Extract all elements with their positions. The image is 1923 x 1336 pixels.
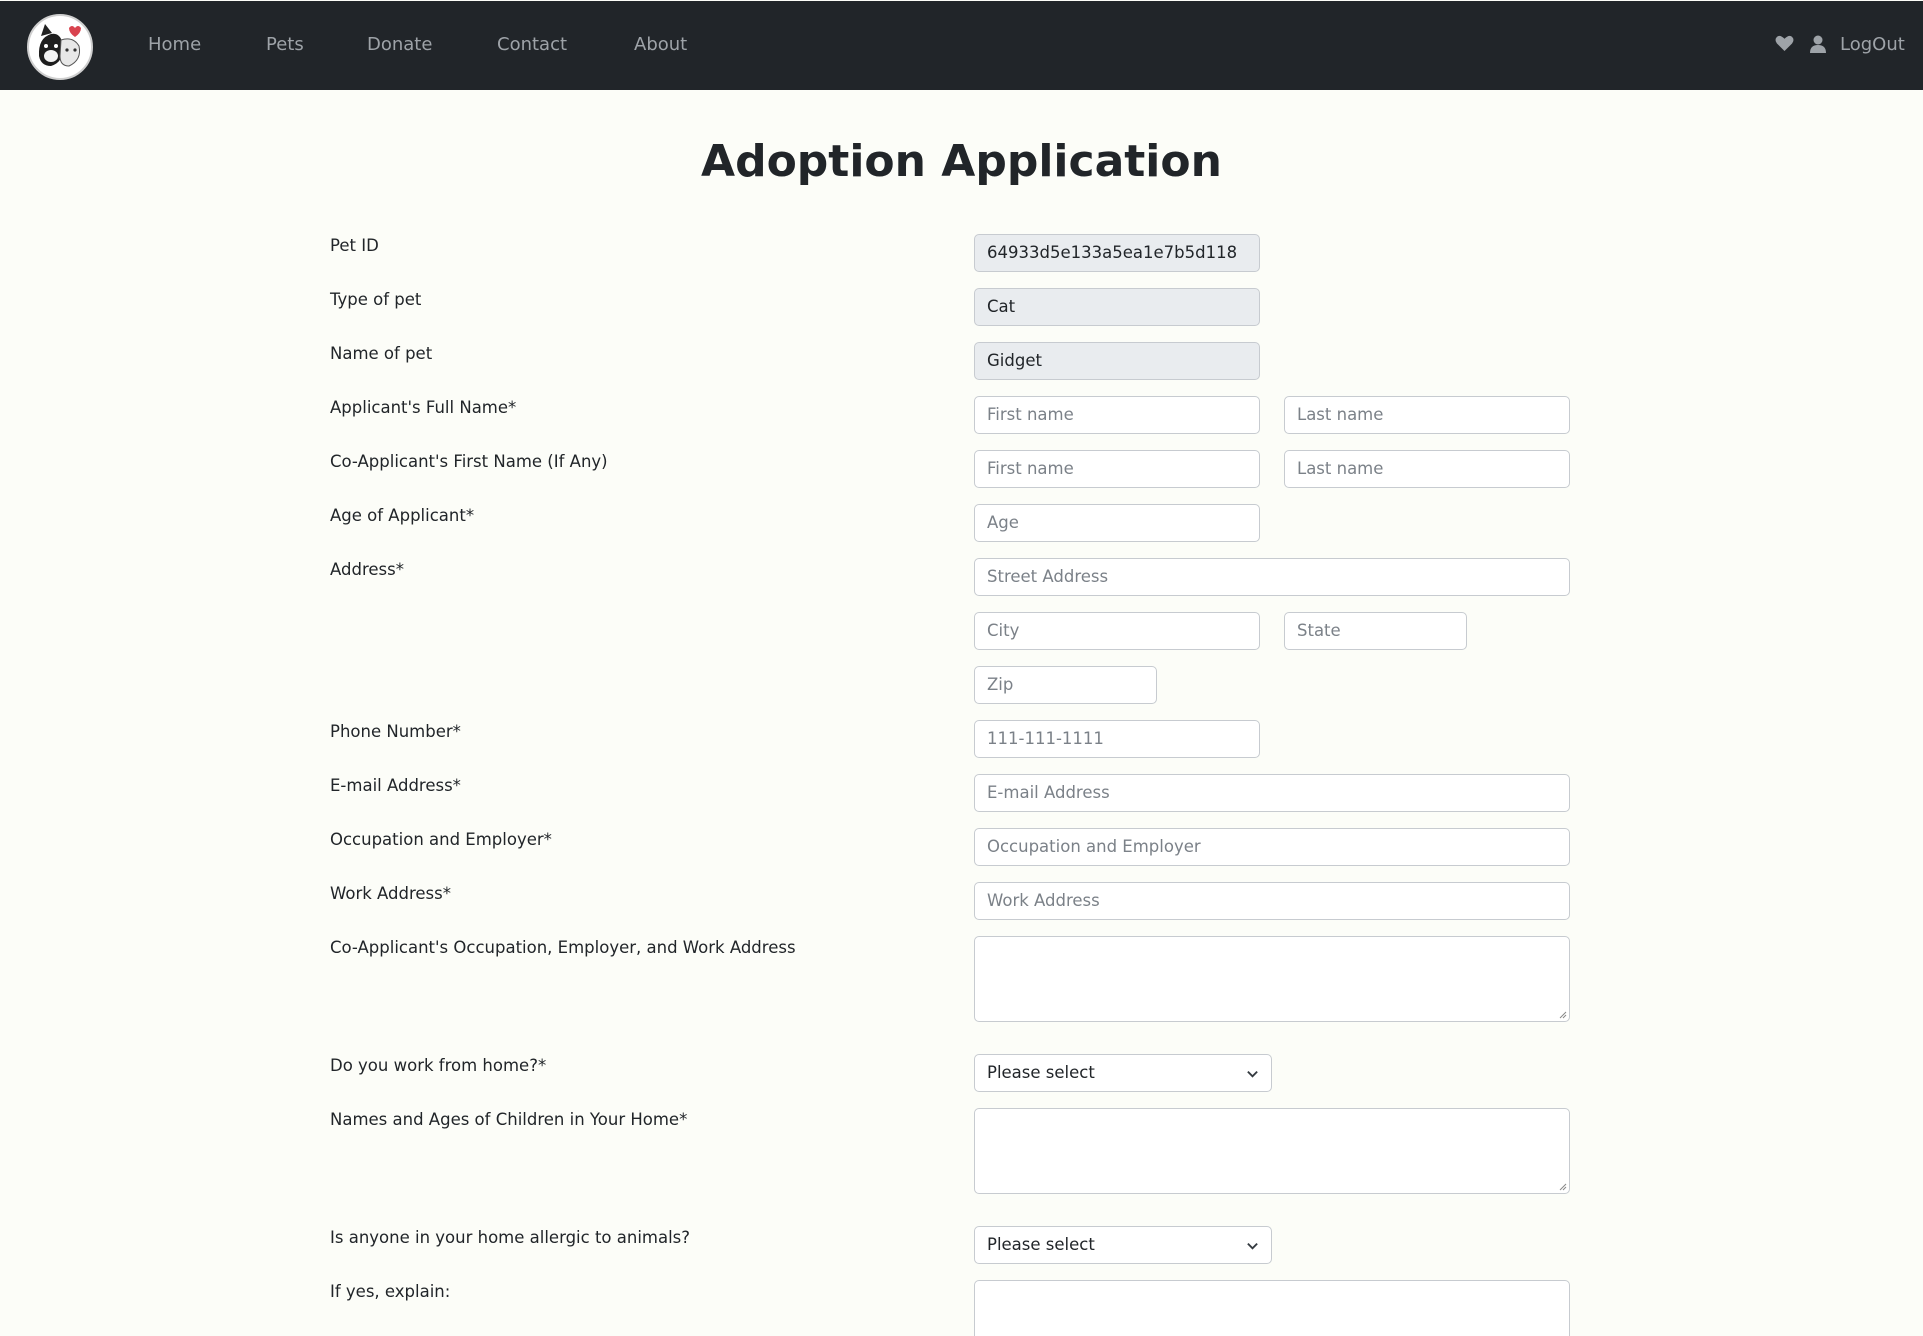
heart-icon[interactable] — [1775, 35, 1794, 56]
pet-name-field[interactable]: Gidget — [974, 342, 1260, 380]
nav-about-link[interactable]: About — [634, 34, 688, 55]
chevron-down-icon — [1246, 1067, 1259, 1080]
occupation-label: Occupation and Employer* — [330, 830, 552, 849]
applicant-last-name-input[interactable]: Last name — [1284, 396, 1570, 434]
pet-id-field[interactable]: 64933d5e133a5ea1e7b5d118 — [974, 234, 1260, 272]
children-textarea[interactable] — [974, 1108, 1570, 1194]
pet-name-label: Name of pet — [330, 344, 433, 363]
work-from-home-label: Do you work from home?* — [330, 1056, 547, 1075]
nav-home-link[interactable]: Home — [148, 34, 202, 55]
zip-input[interactable]: Zip — [974, 666, 1157, 704]
allergic-select-value: Please select — [987, 1235, 1095, 1254]
state-input[interactable]: State — [1284, 612, 1467, 650]
address-label: Address* — [330, 560, 404, 579]
co-applicant-last-name-input[interactable]: Last name — [1284, 450, 1570, 488]
work-address-input[interactable]: Work Address — [974, 882, 1570, 920]
phone-label: Phone Number* — [330, 722, 461, 741]
co-applicant-first-name-input[interactable]: First name — [974, 450, 1260, 488]
pet-type-label: Type of pet — [330, 290, 422, 309]
applicant-name-label: Applicant's Full Name* — [330, 398, 517, 417]
pet-type-field[interactable]: Cat — [974, 288, 1260, 326]
city-input[interactable]: City — [974, 612, 1260, 650]
cat-dog-logo-icon — [29, 16, 91, 78]
work-address-label: Work Address* — [330, 884, 451, 903]
nav-contact-link[interactable]: Contact — [497, 34, 568, 55]
email-label: E-mail Address* — [330, 776, 461, 795]
co-applicant-name-label: Co-Applicant's First Name (If Any) — [330, 452, 608, 471]
nav-donate-link[interactable]: Donate — [367, 34, 433, 55]
age-label: Age of Applicant* — [330, 506, 475, 525]
phone-input[interactable]: 111-111-1111 — [974, 720, 1260, 758]
site-logo[interactable] — [27, 14, 93, 80]
page-title: Adoption Application — [701, 136, 1222, 187]
work-from-home-select-value: Please select — [987, 1063, 1095, 1082]
email-input[interactable]: E-mail Address — [974, 774, 1570, 812]
if-yes-label: If yes, explain: — [330, 1282, 451, 1301]
applicant-first-name-input[interactable]: First name — [974, 396, 1260, 434]
co-occupation-label: Co-Applicant's Occupation, Employer, and Work Address — [330, 938, 796, 957]
street-address-input[interactable]: Street Address — [974, 558, 1570, 596]
resize-grip-icon[interactable] — [1559, 1011, 1567, 1019]
children-label: Names and Ages of Children in Your Home* — [330, 1110, 688, 1129]
allergic-select[interactable] — [974, 1226, 1272, 1264]
resize-grip-icon[interactable] — [1559, 1183, 1567, 1191]
nav-pets-link[interactable]: Pets — [266, 34, 304, 55]
co-occupation-textarea[interactable] — [974, 936, 1570, 1022]
pet-id-label: Pet ID — [330, 236, 379, 255]
occupation-input[interactable]: Occupation and Employer — [974, 828, 1570, 866]
user-icon[interactable] — [1810, 35, 1826, 57]
top-navbar — [0, 1, 1923, 90]
allergy-explain-textarea[interactable] — [974, 1280, 1570, 1336]
age-input[interactable]: Age — [974, 504, 1260, 542]
chevron-down-icon — [1246, 1239, 1259, 1252]
work-from-home-select[interactable] — [974, 1054, 1272, 1092]
logout-link[interactable]: LogOut — [1840, 34, 1905, 55]
allergic-label: Is anyone in your home allergic to animals? — [330, 1228, 691, 1247]
